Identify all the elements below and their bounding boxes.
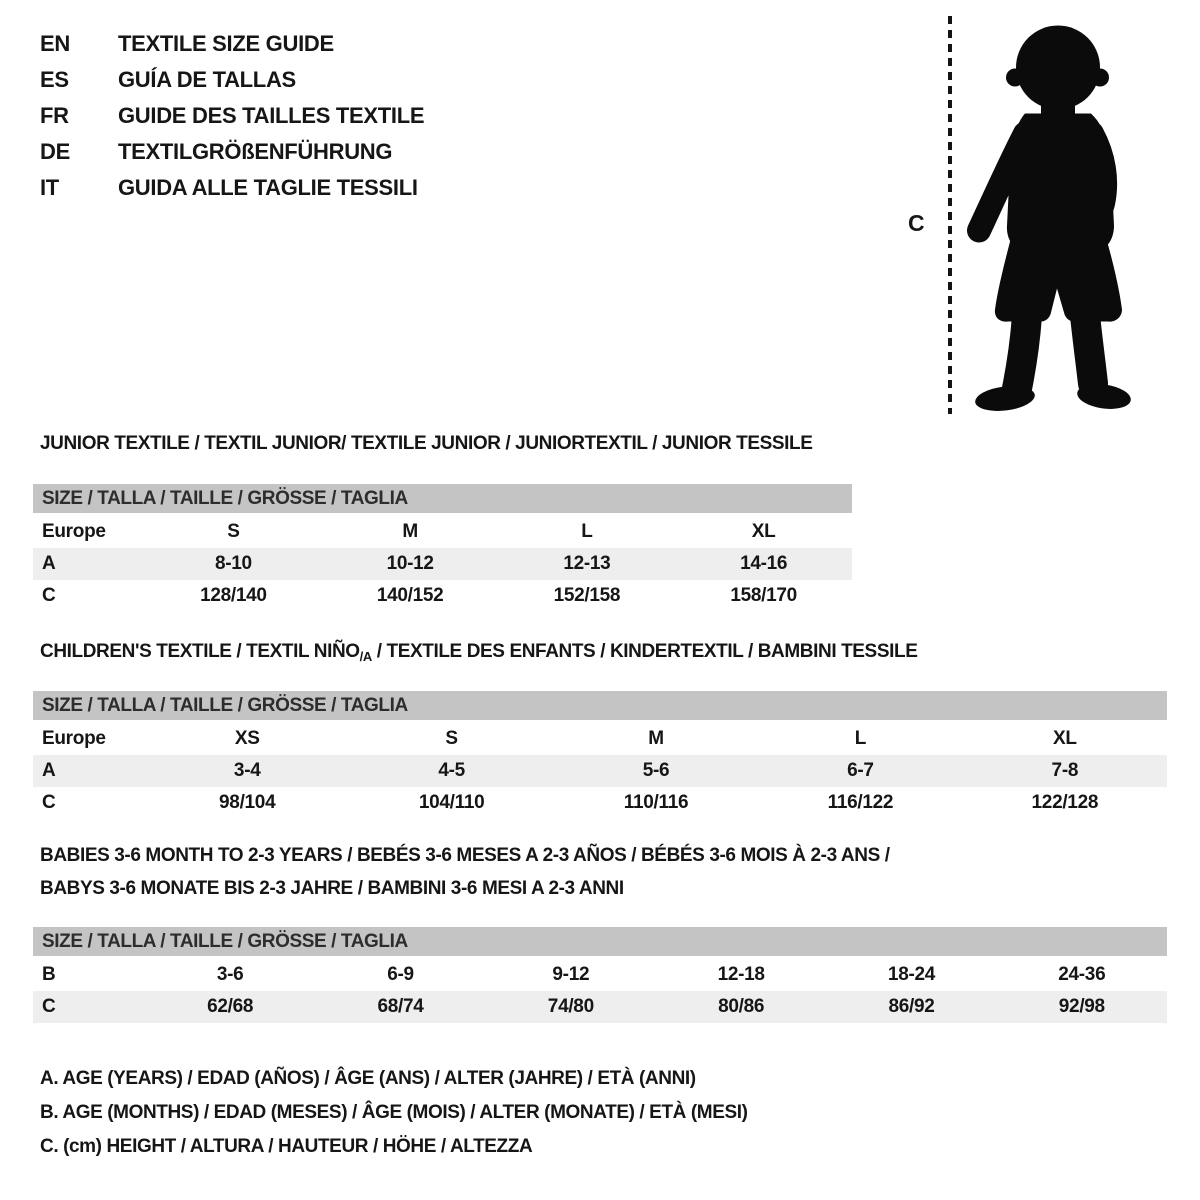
row-label: C [42, 996, 56, 1017]
size-cell: 110/116 [623, 792, 689, 813]
size-cell: 3-6 [216, 964, 244, 985]
size-cell: 158/170 [730, 585, 797, 606]
language-row [40, 170, 424, 206]
children-size-table [33, 691, 1167, 819]
babies-section-title-line2: BABYS 3-6 MONATE BIS 2-3 JAHRE / BAMBINI 3-6 MESI A 2-3 ANNI [40, 878, 624, 899]
height-measure-label: C [908, 210, 925, 236]
size-cell: 14-16 [740, 553, 788, 574]
legend-line-a: A. AGE (YEARS) / EDAD (AÑOS) / ÂGE (ANS) / ALTER (JAHRE) / ETÀ (ANNI) [40, 1068, 696, 1089]
junior-section-title: JUNIOR TEXTILE / TEXTIL JUNIOR/ TEXTILE JUNIOR / JUNIORTEXTIL / JUNIOR TESSILE [40, 433, 813, 454]
size-cell: 98/104 [219, 792, 276, 813]
size-cell: M [402, 521, 418, 542]
children-section-title [40, 641, 917, 664]
size-cell: 18-24 [887, 964, 936, 985]
row-label: B [42, 964, 56, 985]
row-label: Europe [42, 521, 106, 542]
language-title: GUIDA ALLE TAGLIE TESSILI [118, 175, 418, 200]
toddler-silhouette-icon [963, 14, 1140, 417]
table-row [33, 991, 1167, 1023]
size-cell: 62/68 [207, 996, 254, 1017]
language-title: GUIDE DES TAILLES TEXTILE [118, 103, 425, 128]
children-title-sub: /A [359, 649, 372, 664]
language-code: ES [40, 67, 69, 92]
children-title-post: / TEXTILE DES ENFANTS / KINDERTEXTIL / BAMBINI TESSILE [371, 641, 918, 662]
size-cell: 80/86 [718, 996, 765, 1017]
size-cell: 86/92 [888, 996, 935, 1017]
size-cell: 74/80 [547, 996, 594, 1017]
junior-size-table [33, 484, 852, 612]
language-code: EN [40, 31, 70, 56]
size-cell: 152/158 [553, 585, 621, 606]
language-row [40, 134, 424, 170]
size-cell: L [581, 521, 593, 542]
row-label: C [42, 585, 56, 606]
row-label: C [42, 792, 56, 813]
size-cell: 68/74 [377, 996, 424, 1017]
table-row [33, 723, 1167, 755]
babies-size-header-bar: SIZE / TALLA / TAILLE / GRÖSSE / TAGLIA [33, 927, 1167, 956]
size-cell: XS [234, 728, 260, 749]
size-cell: L [854, 728, 867, 749]
language-row [40, 62, 424, 98]
size-cell: XL [1052, 728, 1077, 749]
language-title: GUÍA DE TALLAS [118, 67, 296, 92]
row-label: A [42, 760, 56, 781]
table-row [33, 959, 1167, 991]
size-cell: 12-13 [563, 553, 611, 574]
size-cell: 5-6 [642, 760, 670, 781]
row-label: A [42, 553, 56, 574]
table-row [33, 755, 1167, 787]
language-title-block [40, 26, 424, 206]
table-row [33, 787, 1167, 819]
size-cell: 6-9 [387, 964, 414, 985]
language-title: TEXTILE SIZE GUIDE [118, 31, 334, 56]
table-row [33, 580, 852, 612]
size-cell: 92/98 [1058, 996, 1105, 1017]
row-label: Europe [42, 728, 106, 749]
language-code: IT [40, 175, 59, 200]
size-cell: 140/152 [376, 585, 444, 606]
size-cell: 122/128 [1031, 792, 1099, 813]
legend-line-b: B. AGE (MONTHS) / EDAD (MESES) / ÂGE (MOIS) / ALTER (MONATE) / ETÀ (MESI) [40, 1102, 748, 1123]
table-row [33, 548, 852, 580]
children-title-pre: CHILDREN'S TEXTILE / TEXTIL NIÑO [40, 641, 360, 662]
children-size-header-bar: SIZE / TALLA / TAILLE / GRÖSSE / TAGLIA [33, 691, 1167, 720]
size-cell: 8-10 [214, 553, 252, 574]
size-cell: 116/122 [827, 792, 894, 813]
legend-line-c: C. (cm) HEIGHT / ALTURA / HAUTEUR / HÖHE / ALTEZZA [40, 1136, 533, 1157]
language-code: DE [40, 139, 70, 164]
language-title: TEXTILGRÖßENFÜHRUNG [118, 139, 393, 164]
babies-size-table [33, 927, 1167, 1023]
size-cell: 24-36 [1058, 964, 1106, 985]
size-cell: 4-5 [438, 760, 465, 781]
babies-section-title-line1: BABIES 3-6 MONTH TO 2-3 YEARS / BEBÉS 3-6 MESES A 2-3 AÑOS / BÉBÉS 3-6 MOIS À 2-3 ANS / [40, 845, 890, 866]
size-cell: 6-7 [847, 760, 874, 781]
size-cell: 9-12 [552, 964, 590, 985]
size-cell: 7-8 [1051, 760, 1079, 781]
size-cell: S [445, 728, 458, 749]
height-measure-dashed-line [948, 16, 952, 414]
size-cell: 12-18 [717, 964, 765, 985]
language-row [40, 98, 424, 134]
size-cell: XL [751, 521, 776, 542]
language-code: FR [40, 103, 69, 128]
size-cell: S [227, 521, 240, 542]
size-cell: 104/110 [418, 792, 485, 813]
size-cell: 3-4 [233, 760, 261, 781]
measurement-legend [40, 1062, 748, 1164]
size-cell: M [648, 728, 664, 749]
language-row [40, 26, 424, 62]
size-cell: 10-12 [386, 553, 434, 574]
table-row [33, 516, 852, 548]
size-cell: 128/140 [200, 585, 267, 606]
junior-size-header-bar: SIZE / TALLA / TAILLE / GRÖSSE / TAGLIA [33, 484, 852, 513]
